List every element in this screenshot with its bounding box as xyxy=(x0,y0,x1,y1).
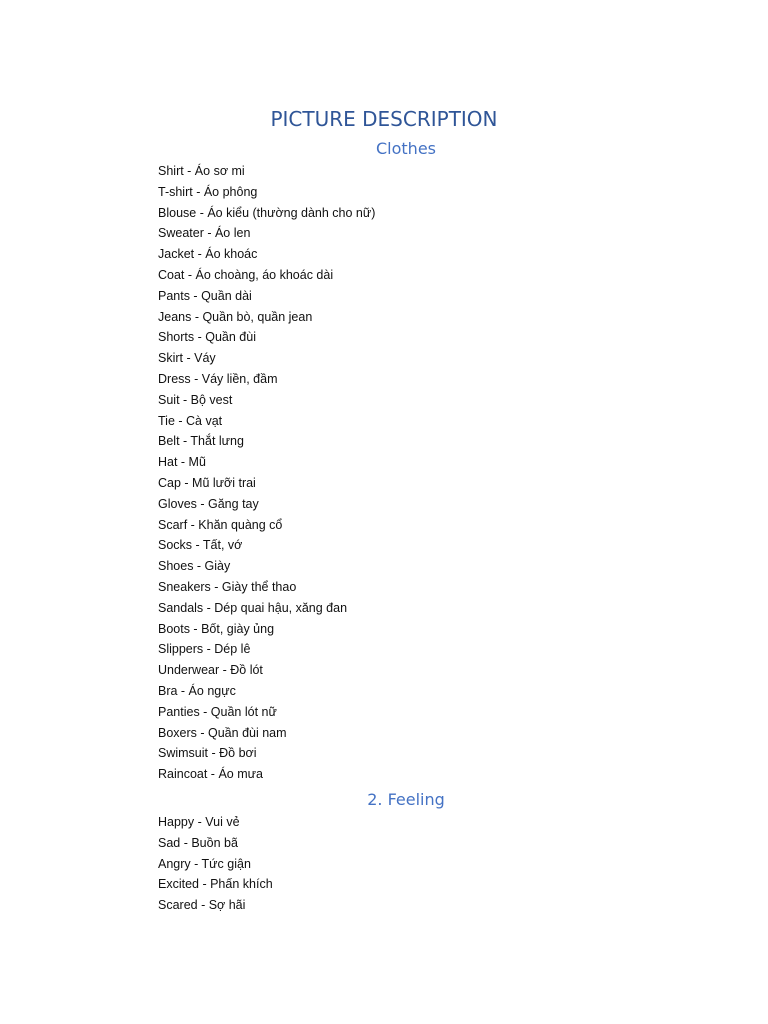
list-item: Sandals - Dép quai hậu, xăng đan xyxy=(158,600,348,615)
list-item: Coat - Áo choàng, áo khoác dài xyxy=(158,267,334,282)
list-item: Socks - Tất, vớ xyxy=(158,538,243,553)
list-item: Shirt - Áo sơ mi xyxy=(158,164,245,178)
clothes-vocabulary-list xyxy=(158,161,375,785)
list-item: Sneakers - Giày thể thao xyxy=(158,579,297,594)
list-item: Sad - Buồn bã xyxy=(158,835,238,850)
list-item: Sweater - Áo len xyxy=(158,226,251,241)
list-item: Panties - Quần lót nữ xyxy=(158,704,277,719)
list-item: Boots - Bốt, giày ủng xyxy=(158,621,275,636)
list-item: Belt - Thắt lưng xyxy=(158,434,244,449)
list-item: Bra - Áo ngực xyxy=(158,683,236,698)
list-item: Shoes - Giày xyxy=(158,559,231,574)
list-item: Swimsuit - Đồ bơi xyxy=(158,746,257,761)
list-item: Dress - Váy liền, đầm xyxy=(158,371,278,386)
list-item: Happy - Vui vẻ xyxy=(158,815,240,829)
list-item: Cap - Mũ lưỡi trai xyxy=(158,475,256,490)
list-item: Slippers - Dép lê xyxy=(158,642,251,657)
list-item: Suit - Bộ vest xyxy=(158,392,233,407)
list-item: Raincoat - Áo mưa xyxy=(158,767,263,782)
list-item: Scarf - Khăn quàng cổ xyxy=(158,517,283,532)
list-item: Hat - Mũ xyxy=(158,455,206,470)
section-heading-clothes: Clothes xyxy=(376,139,436,158)
document-title: PICTURE DESCRIPTION xyxy=(270,107,498,131)
list-item: Underwear - Đồ lót xyxy=(158,663,263,678)
list-item: Scared - Sợ hãi xyxy=(158,898,246,913)
list-item: T-shirt - Áo phông xyxy=(158,184,258,199)
list-item: Angry - Tức giận xyxy=(158,856,251,871)
section-heading-feeling: 2. Feeling xyxy=(367,790,445,809)
list-item: Jeans - Quần bò, quần jean xyxy=(158,309,313,324)
list-item: Gloves - Găng tay xyxy=(158,496,259,511)
feeling-vocabulary-list xyxy=(158,812,273,916)
list-item: Jacket - Áo khoác xyxy=(158,247,258,262)
list-item: Tie - Cà vạt xyxy=(158,413,223,428)
list-item: Excited - Phấn khích xyxy=(158,877,273,892)
list-item: Skirt - Váy xyxy=(158,351,216,366)
list-item: Boxers - Quần đùi nam xyxy=(158,725,287,740)
list-item: Blouse - Áo kiểu (thường dành cho nữ) xyxy=(158,205,376,220)
list-item: Shorts - Quần đùi xyxy=(158,330,256,345)
list-item: Pants - Quần dài xyxy=(158,288,252,303)
